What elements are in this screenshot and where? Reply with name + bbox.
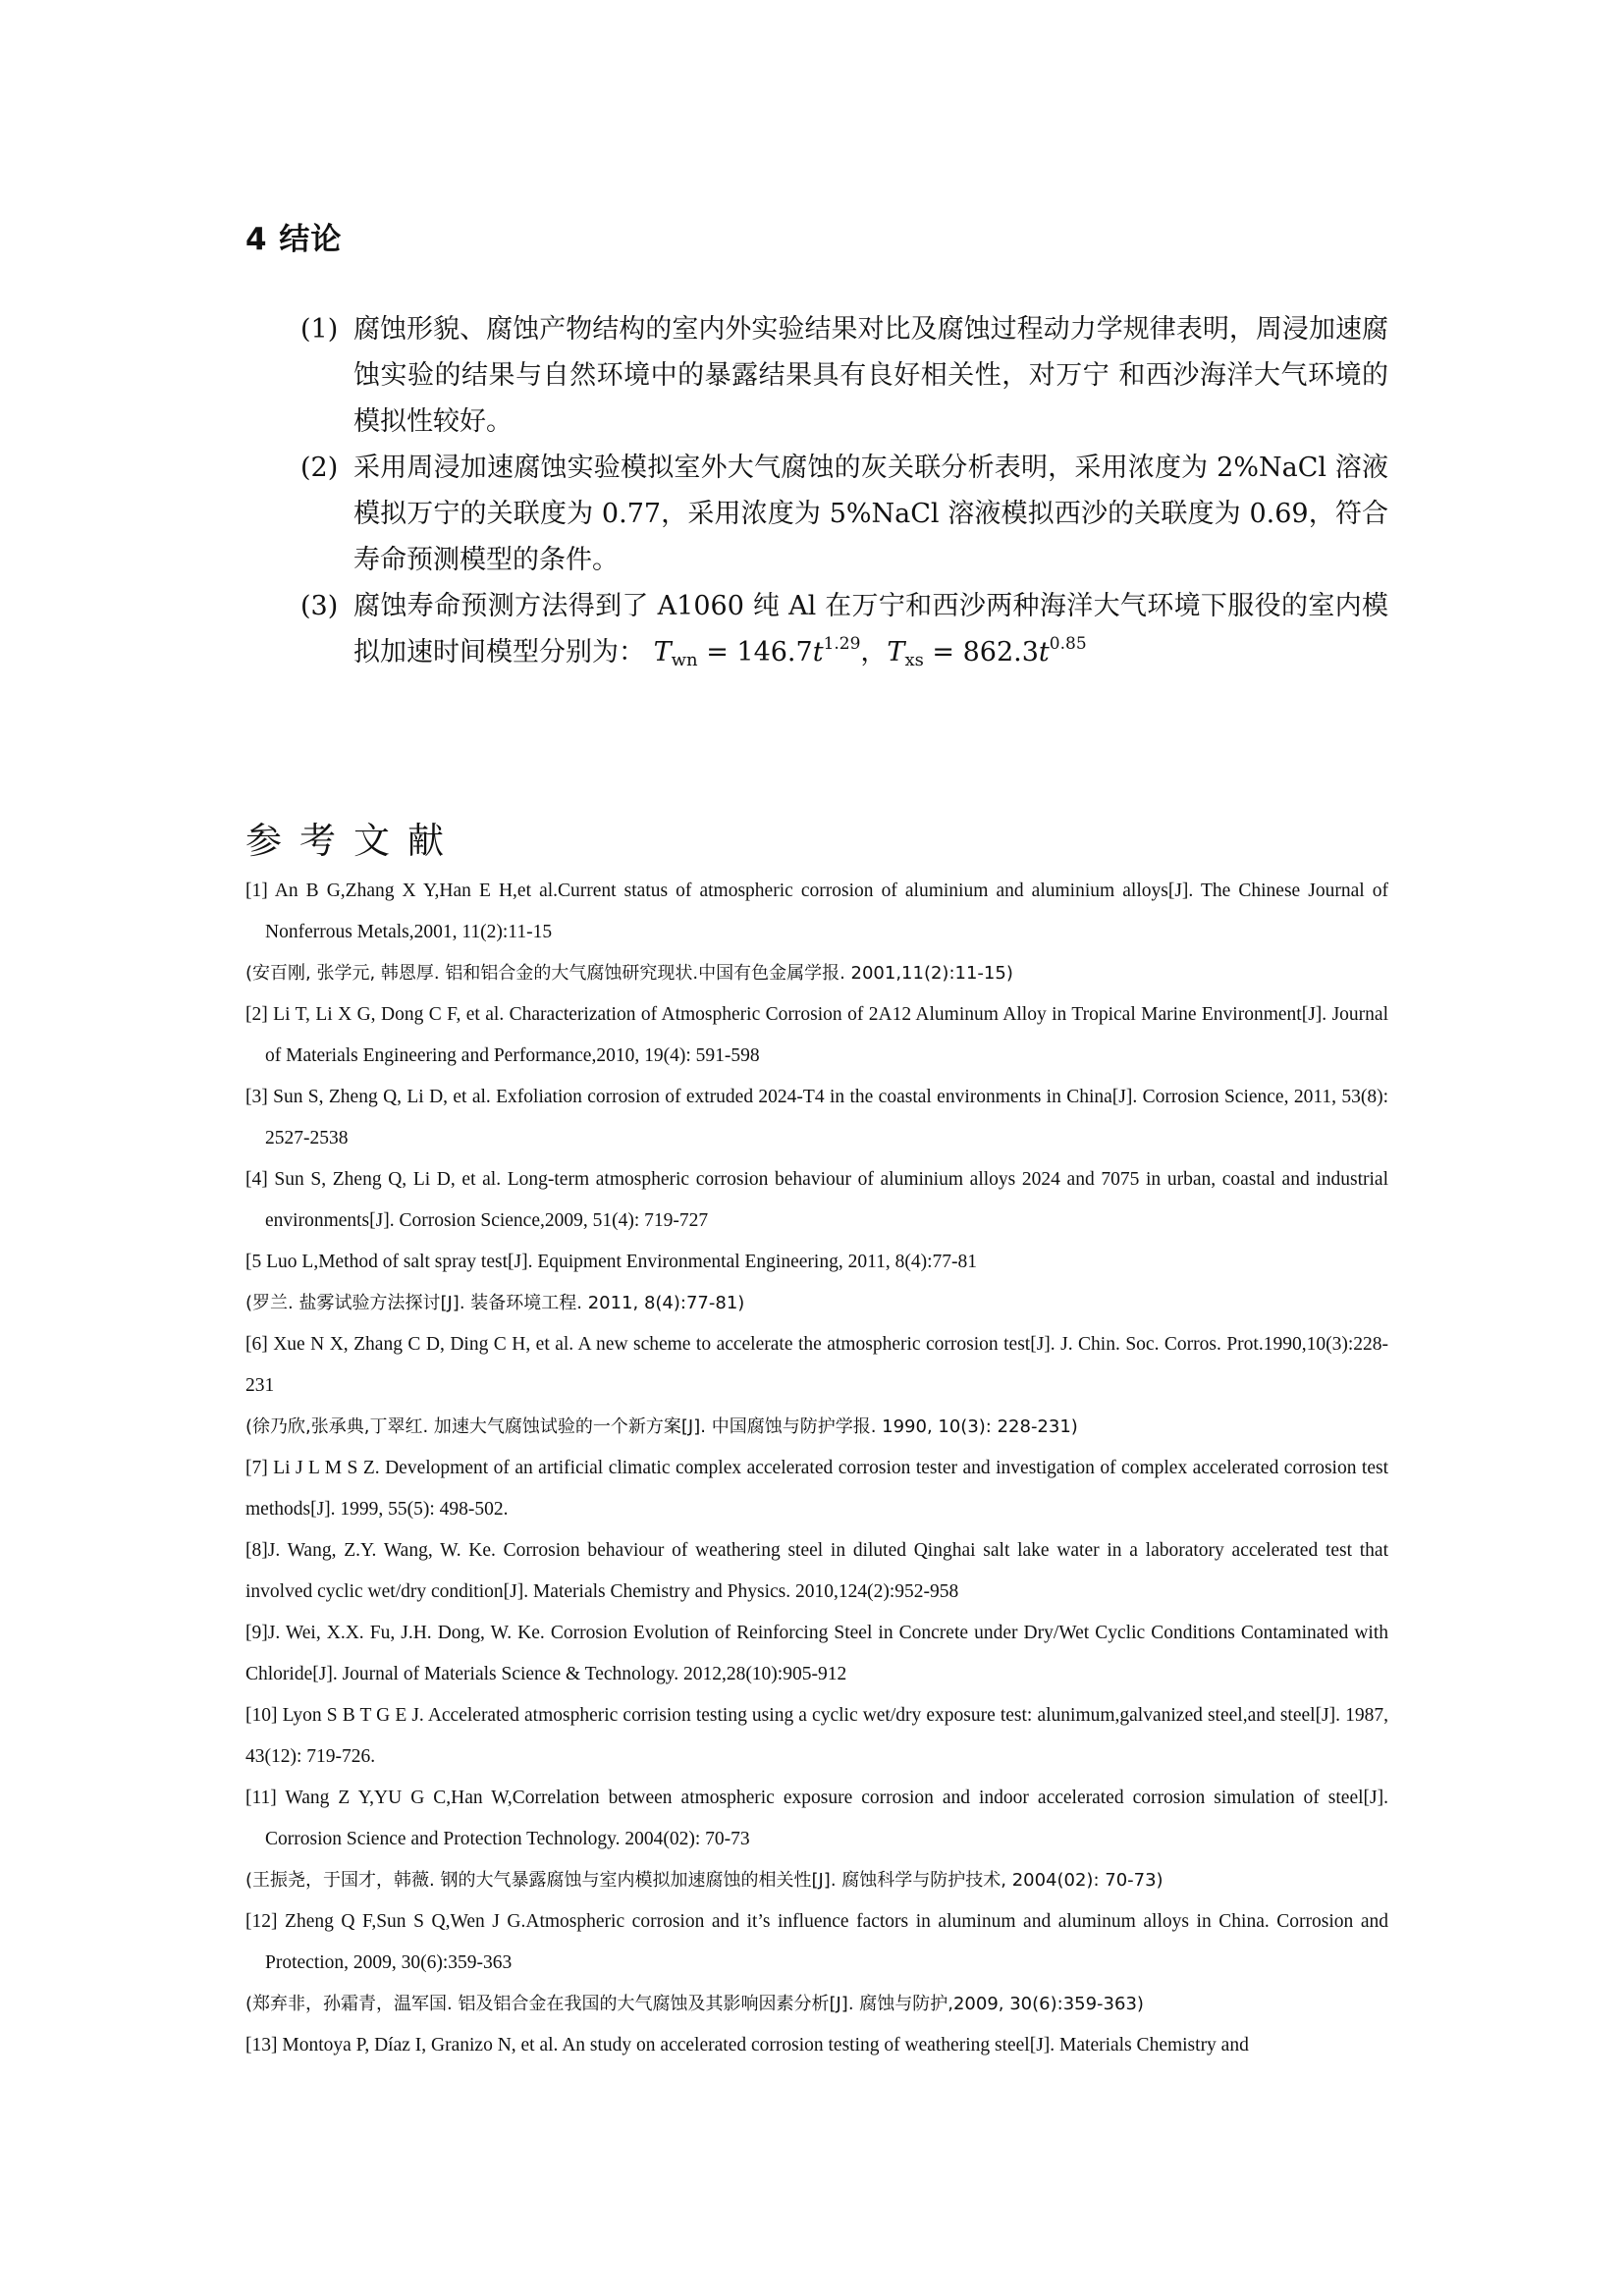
- reference-list: [245, 871, 1388, 2066]
- reference-item-7: [7] Li J L M S Z. Development of an artificial climatic complex accelerated corrosion tester and investigation of complex accelerated corrosion test methods[J]. 1999, 55(5): 498-502.: [245, 1458, 1388, 1520]
- reference-translation-5: (罗兰. 盐雾试验方法探讨[J]. 装备环境工程. 2011, 8(4):77-81): [245, 1293, 745, 1313]
- reference-item-4: [4] Sun S, Zheng Q, Li D, et al. Long-term atmospheric corrosion behaviour of aluminium alloys 2024 and 7075 in urban, coastal and industrial environments[J]. Corrosion Science,2009, 51(4): 719-727: [245, 1169, 1388, 1231]
- reference-item-9: [9]J. Wei, X.X. Fu, J.H. Dong, W. Ke. Corrosion Evolution of Reinforcing Steel in Concrete under Dry/Wet Cyclic Conditions Contaminated with Chloride[J]. Journal of Materials Science & Technology. 2012,28(10):905-912: [245, 1623, 1388, 1684]
- formula-xisha: [887, 634, 1087, 670]
- conclusion-item-3: [300, 583, 1388, 675]
- formula-variable: t: [1038, 637, 1050, 667]
- formula-coefficient: = 146.7: [697, 637, 813, 667]
- conclusion-item-2: [300, 445, 1388, 583]
- reference-item-13: [13] Montoya P, Díaz I, Granizo N, et al. An study on accelerated corrosion testing of weathering steel[J]. Materials Chemistry and: [245, 2035, 1249, 2056]
- formula-subscript: wn: [671, 650, 698, 670]
- reference-item-3: [3] Sun S, Zheng Q, Li D, et al. Exfoliation corrosion of extruded 2024-T4 in the coastal environments in China[J]. Corrosion Science, 2011, 53(8): 2527-2538: [245, 1087, 1388, 1148]
- conclusion-text: 腐蚀形貌、腐蚀产物结构的室内外实验结果对比及腐蚀过程动力学规律表明，周浸加速腐蚀实验的结果与自然环境中的暴露结果具有良好相关性，对万宁 和西沙海洋大气环境的模拟性较好。: [353, 314, 1388, 437]
- reference-item-5: [5 Luo L,Method of salt spray test[J]. Equipment Environmental Engineering, 2011, 8(4):77-81: [245, 1252, 977, 1272]
- reference-translation-12: (郑弃非，孙霜青，温军国. 铝及铝合金在我国的大气腐蚀及其影响因素分析[J]. 腐蚀与防护,2009, 30(6):359-363): [245, 1994, 1144, 2014]
- reference-item-12: [12] Zheng Q F,Sun S Q,Wen J G.Atmospheric corrosion and it’s influence factors in aluminum and aluminum alloys in China. Corrosion and Protection, 2009, 30(6):359-363: [245, 1911, 1388, 1973]
- formula-exponent: 0.85: [1049, 634, 1087, 654]
- references-heading: 参考文献: [245, 820, 461, 862]
- formula-wanning: [653, 634, 861, 670]
- section-heading-conclusion: 4 结论: [245, 222, 343, 257]
- formula-variable: t: [812, 637, 824, 667]
- reference-translation-6: (徐乃欣,张承典,丁翠红. 加速大气腐蚀试验的一个新方案[J]. 中国腐蚀与防护学报. 1990, 10(3): 228-231): [245, 1416, 1078, 1437]
- formula-coefficient: = 862.3: [923, 637, 1039, 667]
- reference-item-11: [11] Wang Z Y,YU G C,Han W,Correlation between atmospheric exposure corrosion and indoor accelerated corrosion simulation of steel[J]. Corrosion Science and Protection Technology. 2004(02): 70-73: [245, 1788, 1388, 1849]
- conclusion-text: 腐蚀寿命预测方法得到了 A1060 纯 Al 在万宁和西沙两种海洋大气环境下服役的室内模拟加速时间模型分别为：: [353, 591, 1388, 667]
- formula-separator: ，: [860, 637, 888, 667]
- conclusion-list: [300, 306, 1388, 675]
- reference-item-2: [2] Li T, Li X G, Dong C F, et al. Characterization of Atmospheric Corrosion of 2A12 Aluminum Alloy in Tropical Marine Environment[J]. Journal of Materials Engineering and Performance,2010, 19(4): 591-598: [245, 1004, 1388, 1066]
- reference-translation-11: (王振尧，于国才，韩薇. 钢的大气暴露腐蚀与室内模拟加速腐蚀的相关性[J]. 腐蚀科学与防护技术, 2004(02): 70-73): [245, 1870, 1164, 1891]
- reference-translation-1: (安百刚, 张学元, 韩恩厚. 铝和铝合金的大气腐蚀研究现状.中国有色金属学报. 2001,11(2):11-15): [245, 963, 1013, 984]
- formula-symbol: T: [887, 637, 905, 667]
- conclusion-number: (2): [300, 453, 339, 483]
- conclusion-item-1: [300, 306, 1388, 445]
- conclusion-text: 采用周浸加速腐蚀实验模拟室外大气腐蚀的灰关联分析表明，采用浓度为 2%NaCl 溶液模拟万宁的关联度为 0.77，采用浓度为 5%NaCl 溶液模拟西沙的关联度为 0.69，符合寿命预测模型的条件。: [353, 453, 1388, 575]
- formula-symbol: T: [653, 637, 672, 667]
- reference-item-1: [1] An B G,Zhang X Y,Han E H,et al.Current status of atmospheric corrosion of aluminium and aluminium alloys[J]. The Chinese Journal of Nonferrous Metals,2001, 11(2):11-15: [245, 881, 1388, 942]
- conclusion-number: (1): [300, 314, 339, 345]
- reference-item-10: [10] Lyon S B T G E J. Accelerated atmospheric corrision testing using a cyclic wet/dry exposure test: alunimum,galvanized steel,and steel[J]. 1987, 43(12): 719-726.: [245, 1705, 1388, 1767]
- conclusion-number: (3): [300, 591, 339, 621]
- reference-item-6: [6] Xue N X, Zhang C D, Ding C H, et al. A new scheme to accelerate the atmospheric corrosion test[J]. J. Chin. Soc. Corros. Prot.1990,10(3):228-231: [245, 1334, 1388, 1396]
- formula-subscript: xs: [904, 650, 924, 670]
- reference-item-8: [8]J. Wang, Z.Y. Wang, W. Ke. Corrosion behaviour of weathering steel in diluted Qinghai salt lake water in a laboratory accelerated test that involved cyclic wet/dry condition[J]. Materials Chemistry and Physics. 2010,124(2):952-958: [245, 1540, 1388, 1602]
- formula-exponent: 1.29: [823, 634, 861, 654]
